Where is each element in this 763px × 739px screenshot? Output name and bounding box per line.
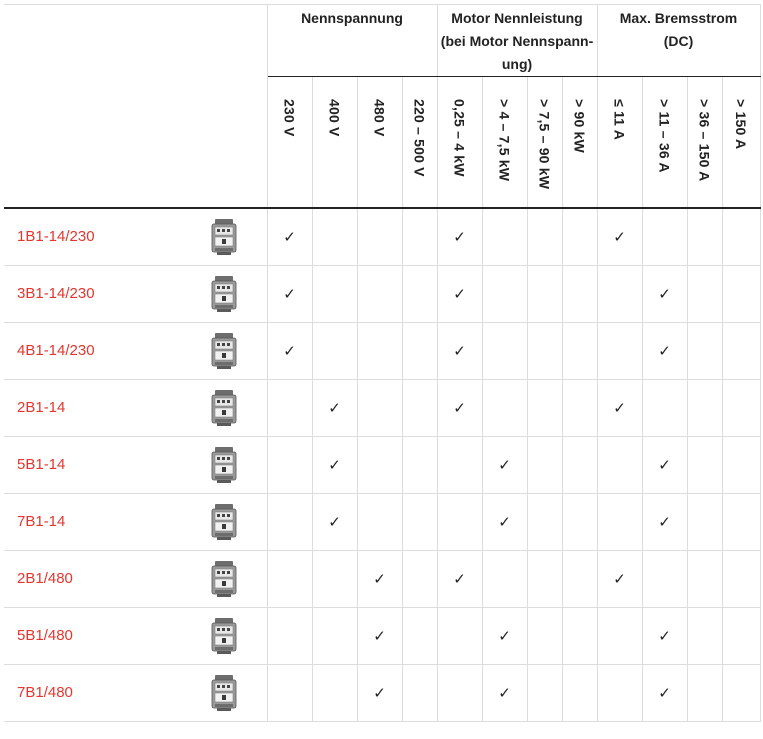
checkmark-icon: ✓: [613, 570, 626, 588]
spec-cell: [527, 550, 562, 607]
column-header: [482, 77, 527, 209]
spec-cell: [437, 265, 482, 322]
column-header-label: > 36 – 150 A: [696, 99, 713, 182]
checkmark-icon: ✓: [613, 399, 626, 417]
product-link[interactable]: 7B1-14: [17, 513, 66, 530]
column-header-label: > 7,5 – 90 kW: [536, 99, 553, 190]
spec-cell: [527, 493, 562, 550]
spec-cell: [642, 379, 687, 436]
product-name-cell: [4, 607, 182, 664]
column-header-label: 480 V: [371, 99, 388, 137]
checkmark-icon: ✓: [658, 627, 671, 645]
column-header-label: > 11 – 36 A: [656, 99, 673, 173]
product-link[interactable]: 5B1-14: [17, 456, 66, 473]
spec-cell: [722, 664, 760, 721]
column-header: [642, 77, 687, 209]
contactor-module-icon[interactable]: [209, 513, 239, 530]
product-link[interactable]: 4B1-14/230: [17, 342, 95, 359]
spec-cell: [527, 208, 562, 265]
spec-cell: [562, 550, 597, 607]
spec-cell: [267, 208, 312, 265]
contactor-module-icon[interactable]: [209, 285, 239, 302]
spec-cell: [312, 265, 357, 322]
column-header-label: > 150 A: [733, 99, 750, 150]
spec-cell: [267, 265, 312, 322]
spec-cell: [402, 664, 437, 721]
table-row: [4, 208, 760, 265]
checkmark-icon: ✓: [373, 570, 386, 588]
product-link[interactable]: 5B1/480: [17, 627, 73, 644]
contactor-module-icon[interactable]: [209, 627, 239, 644]
spec-cell: [312, 379, 357, 436]
product-link[interactable]: 7B1/480: [17, 684, 73, 701]
spec-cell: [357, 550, 402, 607]
spec-cell: [722, 208, 760, 265]
spec-cell: [402, 436, 437, 493]
spec-cell: [687, 379, 722, 436]
spec-cell: [267, 493, 312, 550]
checkmark-icon: ✓: [498, 456, 511, 474]
spec-cell: [722, 379, 760, 436]
contactor-module-icon[interactable]: [209, 570, 239, 587]
column-header-label: > 90 kW: [571, 99, 588, 153]
spec-cell: [687, 265, 722, 322]
spec-cell: [642, 208, 687, 265]
checkmark-icon: ✓: [498, 627, 511, 645]
spec-cell: [312, 607, 357, 664]
spec-cell: [687, 607, 722, 664]
spec-cell: [642, 436, 687, 493]
spec-cell: [562, 379, 597, 436]
checkmark-icon: ✓: [613, 228, 626, 246]
spec-cell: [357, 322, 402, 379]
column-header: [527, 77, 562, 209]
column-header-label: 400 V: [326, 99, 343, 137]
product-image-cell: [182, 208, 267, 265]
spec-cell: [267, 607, 312, 664]
spec-cell: [562, 493, 597, 550]
spec-cell: [312, 208, 357, 265]
spec-cell: [267, 322, 312, 379]
checkmark-icon: ✓: [328, 399, 341, 417]
column-header-label: 0,25 – 4 kW: [451, 99, 468, 177]
product-image-cell: [182, 607, 267, 664]
spec-cell: [562, 322, 597, 379]
spec-cell: [527, 607, 562, 664]
column-header: [597, 77, 642, 209]
header-blank-cell: [4, 5, 267, 209]
spec-cell: [402, 379, 437, 436]
group-header-motor-nennleistung: Motor Nennleistung (bei Motor Nennspann- ung): [437, 5, 597, 77]
table-row: [4, 265, 760, 322]
spec-cell: [687, 664, 722, 721]
spec-cell: [357, 607, 402, 664]
table-row: [4, 379, 760, 436]
column-header: [267, 77, 312, 209]
checkmark-icon: ✓: [658, 513, 671, 531]
spec-cell: [642, 493, 687, 550]
spec-cell: [402, 208, 437, 265]
checkmark-icon: ✓: [453, 228, 466, 246]
spec-cell: [402, 265, 437, 322]
column-header-label: 230 V: [281, 99, 298, 137]
table-row: [4, 322, 760, 379]
spec-cell: [562, 664, 597, 721]
product-name-cell: [4, 493, 182, 550]
spec-cell: [312, 664, 357, 721]
spec-cell: [722, 550, 760, 607]
spec-cell: [722, 493, 760, 550]
checkmark-icon: ✓: [283, 285, 296, 303]
spec-cell: [437, 664, 482, 721]
group-header-nennspannung: Nennspannung: [267, 5, 437, 77]
table-row: [4, 607, 760, 664]
column-header: [402, 77, 437, 209]
product-name-cell: [4, 550, 182, 607]
spec-cell: [597, 322, 642, 379]
product-image-cell: [182, 322, 267, 379]
spec-cell: [562, 436, 597, 493]
checkmark-icon: ✓: [658, 456, 671, 474]
contactor-module-icon[interactable]: [209, 228, 239, 245]
spec-cell: [437, 607, 482, 664]
spec-cell: [402, 607, 437, 664]
spec-cell: [482, 379, 527, 436]
product-image-cell: [182, 436, 267, 493]
product-link[interactable]: 1B1-14/230: [17, 228, 95, 246]
product-image-cell: [182, 550, 267, 607]
table-row: [4, 664, 760, 721]
spec-cell: [482, 607, 527, 664]
spec-cell: [597, 208, 642, 265]
spec-cell: [357, 493, 402, 550]
checkmark-icon: ✓: [283, 228, 296, 246]
spec-cell: [597, 493, 642, 550]
checkmark-icon: ✓: [453, 570, 466, 588]
spec-cell: [482, 265, 527, 322]
spec-cell: [437, 379, 482, 436]
spec-cell: [527, 436, 562, 493]
spec-cell: [267, 664, 312, 721]
spec-cell: [482, 550, 527, 607]
spec-cell: [312, 493, 357, 550]
table-body: [4, 208, 760, 721]
column-header: [562, 77, 597, 209]
column-header-label: ≤ 11 A: [611, 99, 628, 141]
contactor-module-icon[interactable]: [209, 399, 239, 416]
spec-cell: [722, 607, 760, 664]
spec-cell: [562, 208, 597, 265]
checkmark-icon: ✓: [373, 627, 386, 645]
spec-cell: [482, 322, 527, 379]
column-header-label: 220 – 500 V: [411, 99, 428, 177]
spec-cell: [527, 322, 562, 379]
product-image-cell: [182, 664, 267, 721]
spec-cell: [642, 265, 687, 322]
group-header-row: [4, 5, 760, 77]
checkmark-icon: ✓: [658, 342, 671, 360]
spec-cell: [402, 493, 437, 550]
spec-cell: [527, 664, 562, 721]
spec-cell: [597, 436, 642, 493]
spec-cell: [312, 550, 357, 607]
spec-cell: [597, 550, 642, 607]
product-link[interactable]: 2B1/480: [17, 570, 73, 587]
spec-cell: [482, 208, 527, 265]
product-name-cell: [4, 322, 182, 379]
spec-cell: [267, 550, 312, 607]
spec-cell: [437, 550, 482, 607]
spec-cell: [437, 322, 482, 379]
spec-cell: [482, 664, 527, 721]
product-comparison-table: [4, 4, 761, 722]
contactor-module-icon[interactable]: [209, 456, 239, 473]
product-name-cell: [4, 436, 182, 493]
spec-cell: [267, 379, 312, 436]
spec-cell: [597, 664, 642, 721]
spec-cell: [642, 607, 687, 664]
checkmark-icon: ✓: [498, 513, 511, 531]
checkmark-icon: ✓: [498, 684, 511, 702]
checkmark-icon: ✓: [658, 285, 671, 303]
spec-cell: [642, 322, 687, 379]
spec-cell: [357, 208, 402, 265]
checkmark-icon: ✓: [283, 342, 296, 360]
spec-cell: [687, 436, 722, 493]
spec-cell: [357, 379, 402, 436]
spec-cell: [642, 550, 687, 607]
spec-cell: [562, 607, 597, 664]
checkmark-icon: ✓: [453, 399, 466, 417]
checkmark-icon: ✓: [453, 285, 466, 303]
column-header-label: > 4 – 7,5 kW: [496, 99, 513, 182]
spec-cell: [402, 322, 437, 379]
spec-cell: [357, 265, 402, 322]
checkmark-icon: ✓: [328, 456, 341, 474]
spec-cell: [687, 493, 722, 550]
product-link[interactable]: 2B1-14: [17, 399, 66, 416]
spec-cell: [437, 493, 482, 550]
contactor-module-icon[interactable]: [209, 684, 239, 701]
spec-cell: [357, 436, 402, 493]
column-header: [357, 77, 402, 209]
group-header-max-bremsstrom: Max. Bremsstrom (DC): [597, 5, 760, 77]
spec-cell: [437, 436, 482, 493]
spec-cell: [357, 664, 402, 721]
table-row: [4, 436, 760, 493]
spec-cell: [562, 265, 597, 322]
spec-cell: [482, 436, 527, 493]
checkmark-icon: ✓: [373, 684, 386, 702]
product-name-cell: [4, 208, 182, 265]
product-image-cell: [182, 265, 267, 322]
spec-cell: [722, 322, 760, 379]
spec-cell: [437, 208, 482, 265]
column-header: [687, 77, 722, 209]
spec-cell: [597, 265, 642, 322]
product-image-cell: [182, 493, 267, 550]
spec-cell: [482, 493, 527, 550]
spec-cell: [597, 607, 642, 664]
spec-cell: [687, 208, 722, 265]
product-link[interactable]: 3B1-14/230: [17, 285, 95, 302]
product-image-cell: [182, 379, 267, 436]
checkmark-icon: ✓: [658, 684, 671, 702]
table-row: [4, 493, 760, 550]
spec-cell: [527, 379, 562, 436]
spec-cell: [687, 322, 722, 379]
product-name-cell: [4, 664, 182, 721]
table-row: [4, 550, 760, 607]
spec-cell: [642, 664, 687, 721]
spec-cell: [312, 322, 357, 379]
product-name-cell: [4, 379, 182, 436]
spec-cell: [597, 379, 642, 436]
column-header: [437, 77, 482, 209]
spec-cell: [267, 436, 312, 493]
checkmark-icon: ✓: [328, 513, 341, 531]
column-header: [312, 77, 357, 209]
contactor-module-icon[interactable]: [209, 342, 239, 359]
product-name-cell: [4, 265, 182, 322]
spec-cell: [312, 436, 357, 493]
checkmark-icon: ✓: [453, 342, 466, 360]
spec-cell: [687, 550, 722, 607]
spec-cell: [527, 265, 562, 322]
column-header: [722, 77, 760, 209]
spec-cell: [402, 550, 437, 607]
spec-cell: [722, 436, 760, 493]
spec-cell: [722, 265, 760, 322]
